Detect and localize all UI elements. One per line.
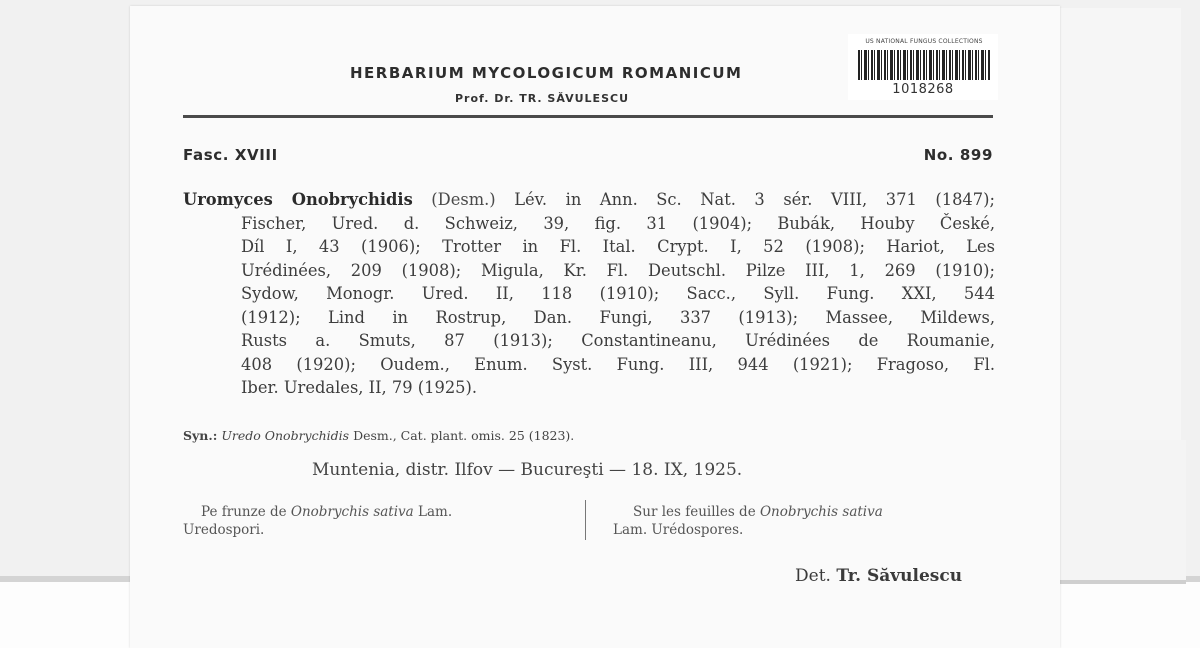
host-fr-prefix: Sur les feuilles de (633, 504, 756, 520)
fascicle: Fasc. XVIII (183, 146, 278, 164)
citation-text: Lév. in Ann. Sc. Nat. 3 sér. VIII, 371 (1847); (514, 190, 995, 209)
synonym (183, 428, 883, 443)
species-author: (Desm.) (431, 190, 496, 209)
synonym-reference: Desm., Cat. plant. omis. 25 (1823). (353, 428, 575, 443)
citation-line: 408 (1920); Oudem., Enum. Syst. Fung. III, 944 (1921); Fragoso, Fl. (241, 354, 995, 374)
synonym-name: Uredo Onobrychidis (221, 428, 350, 443)
herbarium-title: HERBARIUM MYCOLOGICUM ROMANICUM (350, 64, 743, 82)
host-ro-spores: Uredospori. (183, 522, 265, 538)
citation-line: Fischer, Ured. d. Schweiz, 39, fig. 31 (1904); Bubák, Houby České, (241, 213, 995, 233)
determiner-name: Tr. Săvulescu (836, 566, 963, 586)
host-romanian (183, 503, 578, 539)
column-divider (585, 500, 586, 540)
citation-line (183, 188, 995, 212)
determiner-prefix: Det. (795, 566, 831, 586)
citation-line: Urédinées, 209 (1908); Migula, Kr. Fl. Deutschl. Pilze III, 1, 269 (1910); (241, 260, 995, 280)
citation-line: Sydow, Monogr. Ured. II, 118 (1910); Sacc., Syll. Fung. XXI, 544 (241, 284, 995, 303)
barcode-icon (858, 50, 990, 80)
taxon-citation (183, 188, 995, 400)
host-fr-species: Onobrychis sativa (759, 504, 883, 520)
host-ro-prefix: Pe frunze de (201, 504, 287, 520)
citation-line: Díl I, 43 (1906); Trotter in Fl. Ital. Crypt. I, 52 (1908); Hariot, Les (241, 237, 995, 256)
barcode-caption: US NATIONAL FUNGUS COLLECTIONS (865, 38, 983, 45)
collection-locality: Muntenia, distr. Ilfov — Bucureşti — 18. IX, 1925. (312, 460, 743, 480)
citation-line: Iber. Uredales, II, 79 (1925). (241, 378, 478, 397)
side-sheet-lower (1056, 440, 1186, 584)
header-rule (183, 115, 993, 118)
specimen-number: No. 899 (923, 146, 993, 164)
citation-line: (1912); Lind in Rostrup, Dan. Fungi, 337 (1913); Massee, Mildews, (241, 307, 995, 327)
herbarium-author: Prof. Dr. TR. SĂVULESCU (455, 92, 630, 105)
host-ro-species: Onobrychis sativa (290, 504, 414, 520)
host-french (613, 503, 1003, 539)
barcode-number: 1018268 (892, 82, 954, 97)
species-name: Uromyces Onobrychidis (183, 190, 413, 209)
barcode-label (848, 34, 998, 100)
host-ro-suffix: Lam. (418, 504, 453, 520)
host-fr-spores: Lam. Urédospores. (613, 522, 744, 538)
synonym-label: Syn.: (183, 428, 218, 443)
citation-line: Rusts a. Smuts, 87 (1913); Constantineanu, Urédinées de Roumanie, (241, 331, 995, 350)
determiner (795, 566, 1005, 586)
